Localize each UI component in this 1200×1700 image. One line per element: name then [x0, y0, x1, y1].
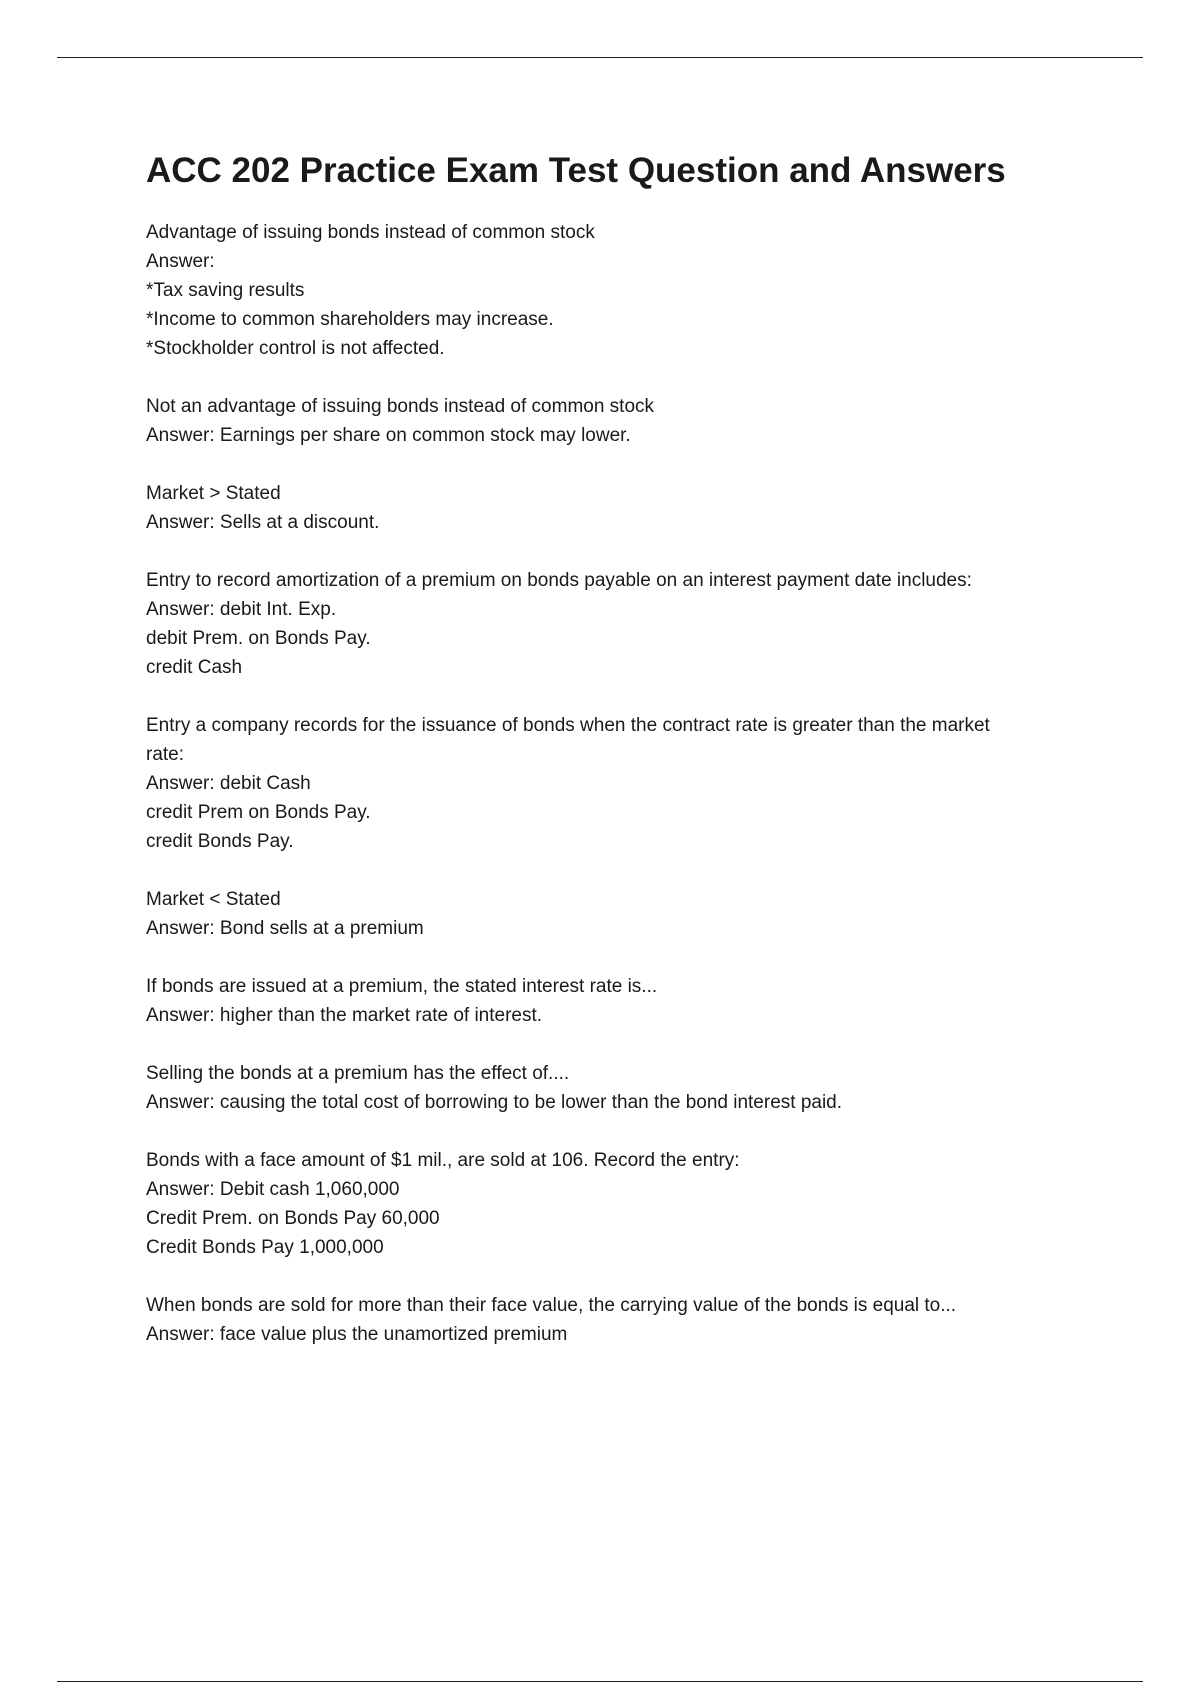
document-body: [146, 146, 1066, 1378]
qa-answer-line: credit Prem on Bonds Pay.: [146, 802, 371, 823]
qa-answer-line: Answer: face value plus the unamortized premium: [146, 1324, 568, 1345]
qa-answer-line: Credit Prem. on Bonds Pay 60,000: [146, 1208, 440, 1229]
qa-answer-line: Answer: causing the total cost of borrowing to be lower than the bond interest paid.: [146, 1092, 843, 1113]
qa-question-line: Advantage of issuing bonds instead of common stock: [146, 222, 595, 243]
qa-answer-line: *Income to common shareholders may increase.: [146, 309, 554, 330]
qa-answer-line: credit Bonds Pay.: [146, 831, 294, 852]
qa-question-line: When bonds are sold for more than their face value, the carrying value of the bonds is equal to...: [146, 1295, 957, 1316]
qa-item: [146, 885, 1066, 943]
qa-answer-line: credit Cash: [146, 657, 243, 678]
qa-answer-line: Credit Bonds Pay 1,000,000: [146, 1237, 384, 1258]
qa-answer-line: Answer: Debit cash 1,060,000: [146, 1179, 400, 1200]
qa-item: [146, 479, 1066, 537]
qa-question-line: Bonds with a face amount of $1 mil., are sold at 106. Record the entry:: [146, 1150, 740, 1171]
qa-answer-line: rate:: [146, 744, 185, 765]
qa-item: [146, 218, 1066, 363]
qa-question-line: Not an advantage of issuing bonds instead of common stock: [146, 396, 655, 417]
qa-list: [146, 218, 1066, 1349]
qa-answer-line: Answer: debit Cash: [146, 773, 311, 794]
qa-answer-line: debit Prem. on Bonds Pay.: [146, 628, 371, 649]
qa-answer-line: Answer: debit Int. Exp.: [146, 599, 337, 620]
qa-item: [146, 972, 1066, 1030]
qa-question-line: Market > Stated: [146, 483, 281, 504]
qa-answer-line: *Tax saving results: [146, 280, 305, 301]
qa-answer-line: Answer: Earnings per share on common stock may lower.: [146, 425, 631, 446]
qa-answer-line: Answer: higher than the market rate of interest.: [146, 1005, 543, 1026]
header-rule: [57, 57, 1143, 58]
qa-question-line: If bonds are issued at a premium, the stated interest rate is...: [146, 976, 658, 997]
qa-question-line: Entry to record amortization of a premium on bonds payable on an interest payment date includes:: [146, 570, 972, 591]
qa-item: [146, 566, 1066, 682]
qa-item: [146, 1291, 1066, 1349]
qa-item: [146, 1146, 1066, 1262]
footer-rule: [57, 1681, 1143, 1682]
qa-answer-line: Answer:: [146, 251, 215, 272]
qa-question-line: Market < Stated: [146, 889, 281, 910]
qa-answer-line: Answer: Sells at a discount.: [146, 512, 380, 533]
qa-item: [146, 711, 1066, 856]
document-title: ACC 202 Practice Exam Test Question and Answers: [146, 151, 1006, 190]
qa-item: [146, 392, 1066, 450]
qa-question-line: Selling the bonds at a premium has the effect of....: [146, 1063, 570, 1084]
qa-item: [146, 1059, 1066, 1117]
qa-answer-line: *Stockholder control is not affected.: [146, 338, 445, 359]
qa-question-line: Entry a company records for the issuance of bonds when the contract rate is greater than the market: [146, 715, 990, 736]
qa-answer-line: Answer: Bond sells at a premium: [146, 918, 424, 939]
